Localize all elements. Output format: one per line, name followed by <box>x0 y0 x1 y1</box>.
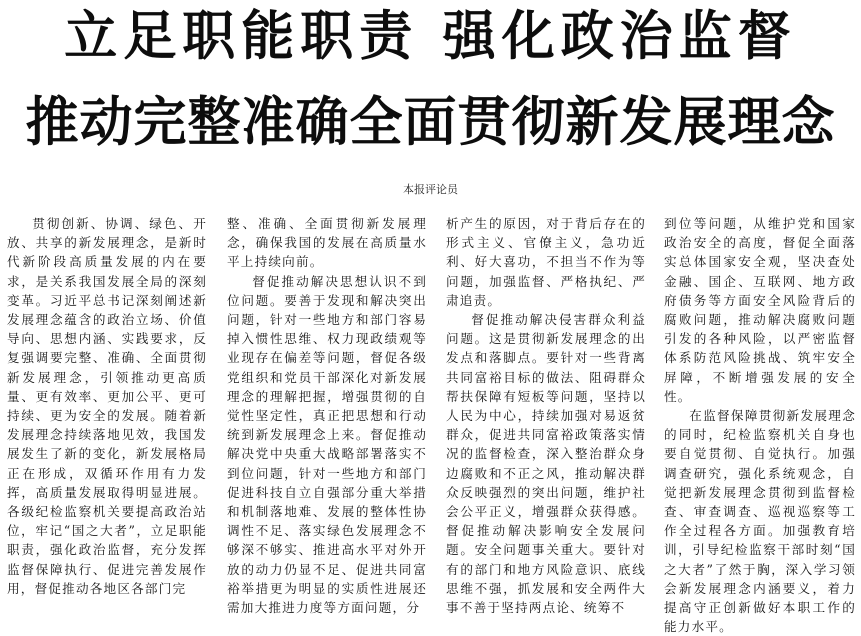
paragraph: 整、准确、全面贯彻新发展理念，确保我国的发展在高质量水平上持续向前。 <box>227 216 427 270</box>
headline-line-2: 推动完整准确全面贯彻新发展理念 <box>25 92 836 153</box>
article-column-3 <box>446 214 646 616</box>
paragraph: 到位等问题，从维护党和国家政治安全的高度，督促全面落实总体国家安全观，坚决查处金融、国企、互联网、地方政府债务等方面安全风险背后的腐败问题，推动解决腐败问题引发的各种风险，以严密监督体系防范风险挑战、筑牢安全屏障，不断增强发展的安全性。 <box>664 216 856 404</box>
paragraph: 在监督保障贯彻新发展理念的同时，纪检监察机关自身也要自觉贯彻、自觉执行。加强调查研究，强化系统观念，自觉把新发展理念贯彻到监督检查、审查调查、巡视巡察等工作全过程各方面。加强教育培训，引导纪检监察干部时刻“国之大者”了然于胸，深入学习领会新发展理念内涵要义，着力提高守正创新做好本职工作的能力水平。 <box>664 408 856 635</box>
paragraph: 督促推动解决侵害群众利益问题。这是贯彻新发展理念的出发点和落脚点。要针对一些背离共同富裕目标的做法、阻碍群众帮扶保障有短板等问题，坚持以人民为中心，持续加强对易返贫群众，促进共同富裕政策落实情况的监督检查，深入整治群众身边腐败和不正之风，推动解决群众反映强烈的突出问题，维护社会公平正义，增强群众获得感。督促推动解决影响安全发展问题。安全问题事关重大。要针对有的部门和地方风险意识、底线思维不强，抓发展和安全两件大事不善于坚持两点论、统筹不 <box>446 312 646 616</box>
paragraph: 析产生的原因，对于背后存在的形式主义、官僚主义，急功近利、好大喜功，不担当不作为等问题，加强监督、严格执纪、严肃追责。 <box>446 216 646 308</box>
paragraph: 督促推动解决思想认识不到位问题。要善于发现和解决突出问题，针对一些地方和部门容易掉入惯性思维、权力现政绩观等业现存在偏差等问题，督促各级党组织和党员干部深化对新发展理念的理解把握，增强贯彻的自觉性坚定性，真正把思想和行动统到新发展理念上来。督促推动解决党中央重大战略部署落实不到位问题，针对一些地方和部门促进科技自立自强部分重大举措和机制落地难、发展的整体性协调性不足、落实绿色发展理念不够深不够实、推进高水平对外开放的动力仍显不足、促进共同富裕举措更为明显的实质性进展还需加大推进力度等方面问题，分 <box>227 273 427 616</box>
article-column-2 <box>227 214 427 616</box>
byline: 本报评论员 <box>403 183 458 196</box>
article-column-1 <box>7 214 207 596</box>
headline-line-1: 立足职能职责 强化政治监督 <box>64 6 797 67</box>
paragraph: 贯彻创新、协调、绿色、开放、共享的新发展理念，是新时代新阶段高质量发展的内在要求，是关系我国发展全局的深刻变革。习近平总书记深刻阐述新发展理念蕴含的政治立场、价值导向、思想内涵、实践要求，反复强调要完整、准确、全面贯彻新发展理念，引领推动更高质量、更有效率、更加公平、更可持续、更为安全的发展。随着新发展理念持续落地见效，我国发展发生了新的变化，新发展格局正在形成，双循环作用有力发挥，高质量发展取得明显进展。各级纪检监察机关要提高政治站位，牢记“国之大者”，立足职能职责，强化政治监督，充分发挥监督保障执行、促进完善发展作用，督促推动各地区各部门完 <box>7 216 207 596</box>
article-column-4 <box>664 214 856 635</box>
